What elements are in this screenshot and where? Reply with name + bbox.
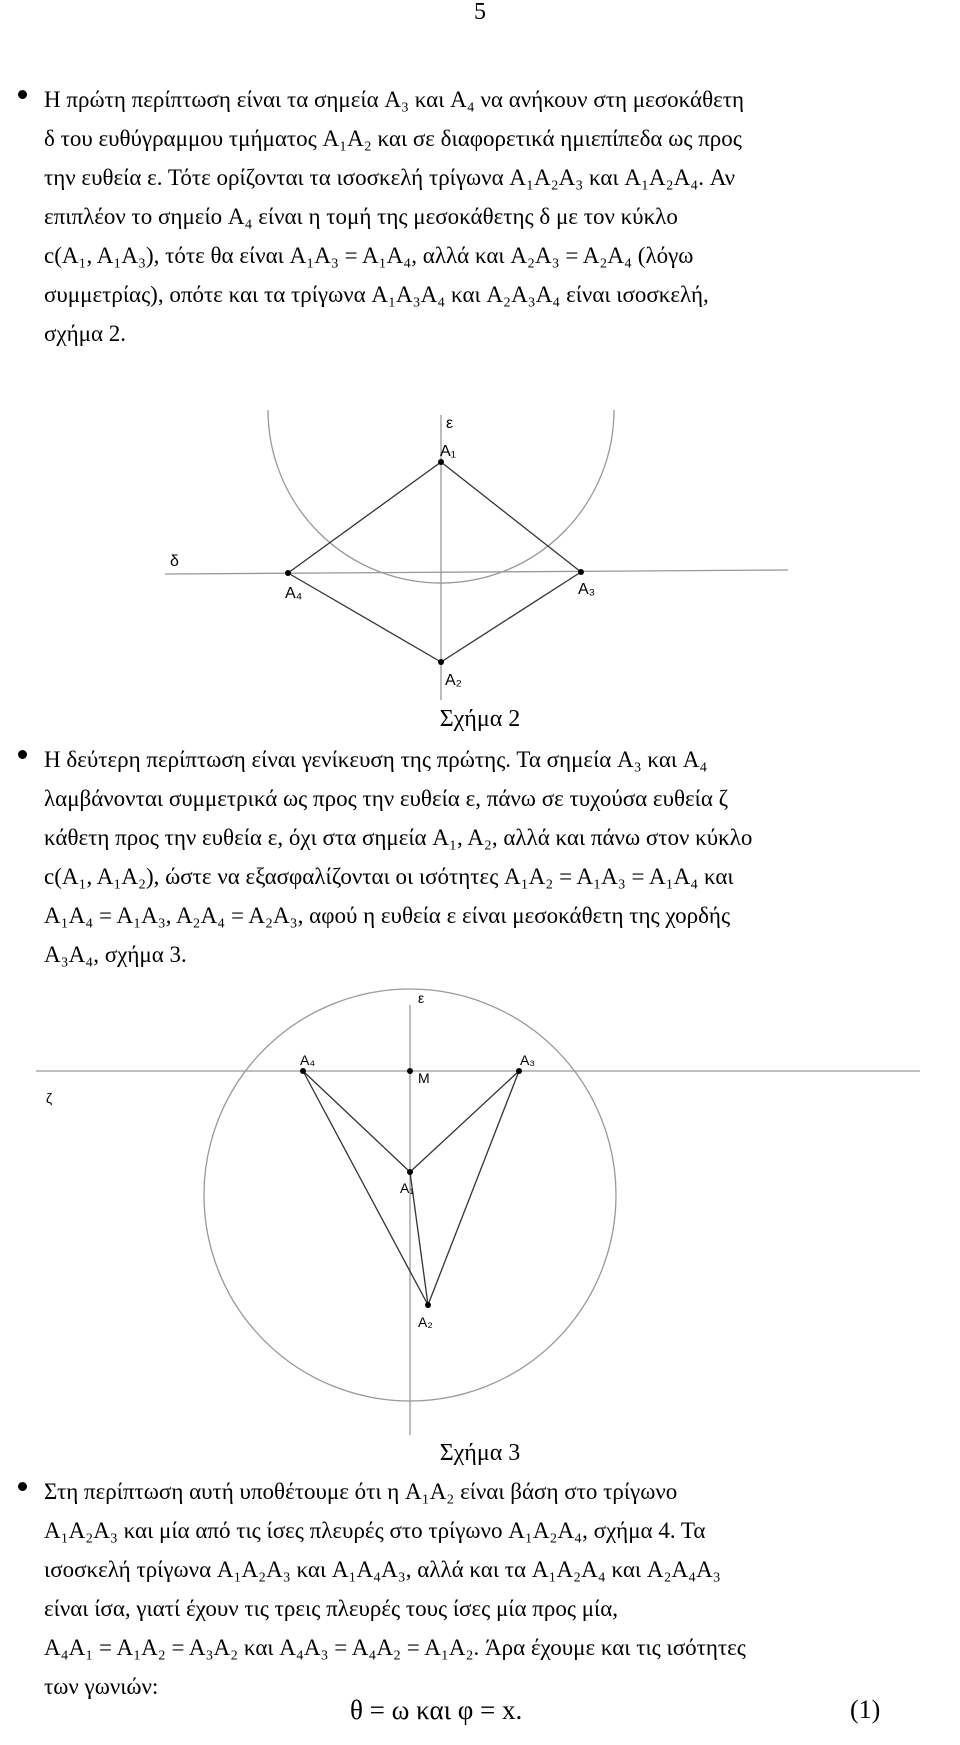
point-a3 [516, 1068, 522, 1074]
figure-3-caption: Σχήμα 3 [439, 1440, 521, 1466]
point-a3 [578, 569, 584, 575]
text-line: των γωνιών: [44, 1674, 159, 1699]
text-line: c(A₁, A₁A₃), τότε θα είναι A₁A₃ = A₁A₄, αλλά και A₂A₃ = A₂A₄ (λόγω [44, 243, 694, 268]
paragraph-case-3 [18, 1472, 933, 1706]
bullet-icon [18, 750, 27, 759]
label-a3: A₃ [578, 581, 596, 598]
text-line: Στη περίπτωση αυτή υποθέτουμε ότι η A₁A₂ είναι βάση στο τρίγωνο [44, 1479, 678, 1504]
text-line: Η δεύτερη περίπτωση είναι γενίκευση της πρώτης. Τα σημεία A₃ και A₄ [44, 747, 708, 772]
line-delta [165, 570, 788, 574]
formula-line [0, 1695, 960, 1735]
label-m: M [418, 1070, 430, 1086]
label-epsilon: ε [418, 990, 425, 1006]
label-a1: A₁ [440, 443, 457, 460]
text-line: την ευθεία ε. Τότε ορίζονται τα ισοσκελή τρίγωνα A₁A₂A₃ και A₁A₂A₄. Αν [44, 165, 736, 190]
formula-number: (1) [850, 1695, 881, 1724]
bullet-icon [18, 90, 27, 99]
paragraph-text [44, 740, 933, 974]
segment-a1-a4 [303, 1071, 410, 1172]
text-line: A₃A₄, σχήμα 3. [44, 942, 187, 967]
paragraph-text [44, 80, 933, 353]
figure-3-diagram [0, 985, 960, 1435]
point-a1 [407, 1169, 413, 1175]
segment-a1-a3 [410, 1071, 519, 1172]
segment-a3-a2 [441, 572, 581, 662]
label-a4: A₄ [285, 585, 303, 602]
label-a3: A₃ [520, 1052, 536, 1068]
text-line: A₁A₄ = A₁A₃, A₂A₄ = A₂A₃, αφού η ευθεία ε είναι μεσοκάθετη της χορδής [44, 903, 731, 928]
text-line: ισοσκελή τρίγωνα A₁A₂A₃ και A₁A₄A₃, αλλά και τα A₁A₂A₄ και A₂A₄A₃ [44, 1557, 721, 1582]
label-a1: A₁ [400, 1180, 415, 1196]
point-a2 [438, 659, 444, 665]
text-line: δ του ευθύγραμμου τμήματος A₁A₂ και σε διαφορετικά ημιεπίπεδα ως προς [44, 126, 742, 151]
text-line: Η πρώτη περίπτωση είναι τα σημεία A₃ και A₄ να ανήκουν στη μεσοκάθετη [44, 87, 745, 112]
text-line: c(A₁, A₁A₂), ώστε να εξασφαλίζονται οι ισότητες A₁A₂ = A₁A₃ = A₁A₄ και [44, 864, 734, 889]
segment-a1-a4 [288, 462, 441, 573]
point-a4 [300, 1068, 306, 1074]
label-a4: A₄ [300, 1052, 316, 1068]
paragraph-case-1 [18, 80, 933, 353]
text-line: επιπλέον το σημείο A₄ είναι η τομή της μεσοκάθετης δ με τον κύκλο [44, 204, 678, 229]
figure-2-diagram [0, 400, 960, 700]
segment-a3-a2 [428, 1071, 519, 1305]
point-a4 [285, 570, 291, 576]
segment-a4-a2 [288, 573, 441, 662]
text-line: A₄A₁ = A₁A₂ = A₃A₂ και A₄A₃ = A₄A₂ = A₁A₂. Άρα έχουμε και τις ισότητες [44, 1635, 746, 1660]
text-line: συμμετρίας), οπότε και τα τρίγωνα A₁A₃A₄ και A₂A₃A₄ είναι ισοσκελή, [44, 282, 709, 307]
paragraph-text [44, 1472, 933, 1706]
paragraph-case-2 [18, 740, 933, 974]
text-line: σχήμα 2. [44, 321, 127, 346]
text-line: λαμβάνονται συμμετρικά ως προς την ευθεία ε, πάνω σε τυχούσα ευθεία ζ [44, 786, 729, 811]
label-zeta: ζ [46, 1090, 53, 1106]
formula-equation: θ = ω και φ = x. [350, 1695, 523, 1725]
label-delta: δ [170, 553, 179, 570]
point-m [407, 1068, 413, 1074]
figure-2-caption: Σχήμα 2 [439, 706, 521, 732]
text-line: είναι ίσα, γιατί έχουν τις τρεις πλευρές τους ίσες μία προς μία, [44, 1596, 619, 1621]
bullet-icon [18, 1482, 27, 1491]
label-a2: A₂ [418, 1314, 433, 1330]
label-epsilon: ε [446, 415, 454, 432]
text-line: κάθετη προς την ευθεία ε, όχι στα σημεία A₁, A₂, αλλά και πάνω στον κύκλο [44, 825, 753, 850]
page-number: 5 [474, 0, 486, 25]
point-a2 [425, 1302, 431, 1308]
label-a2: A₂ [445, 672, 462, 689]
text-line: A₁A₂A₃ και μία από τις ίσες πλευρές στο τρίγωνο A₁A₂A₄, σχήμα 4. Τα [44, 1518, 706, 1543]
segment-a1-a3 [441, 462, 581, 572]
